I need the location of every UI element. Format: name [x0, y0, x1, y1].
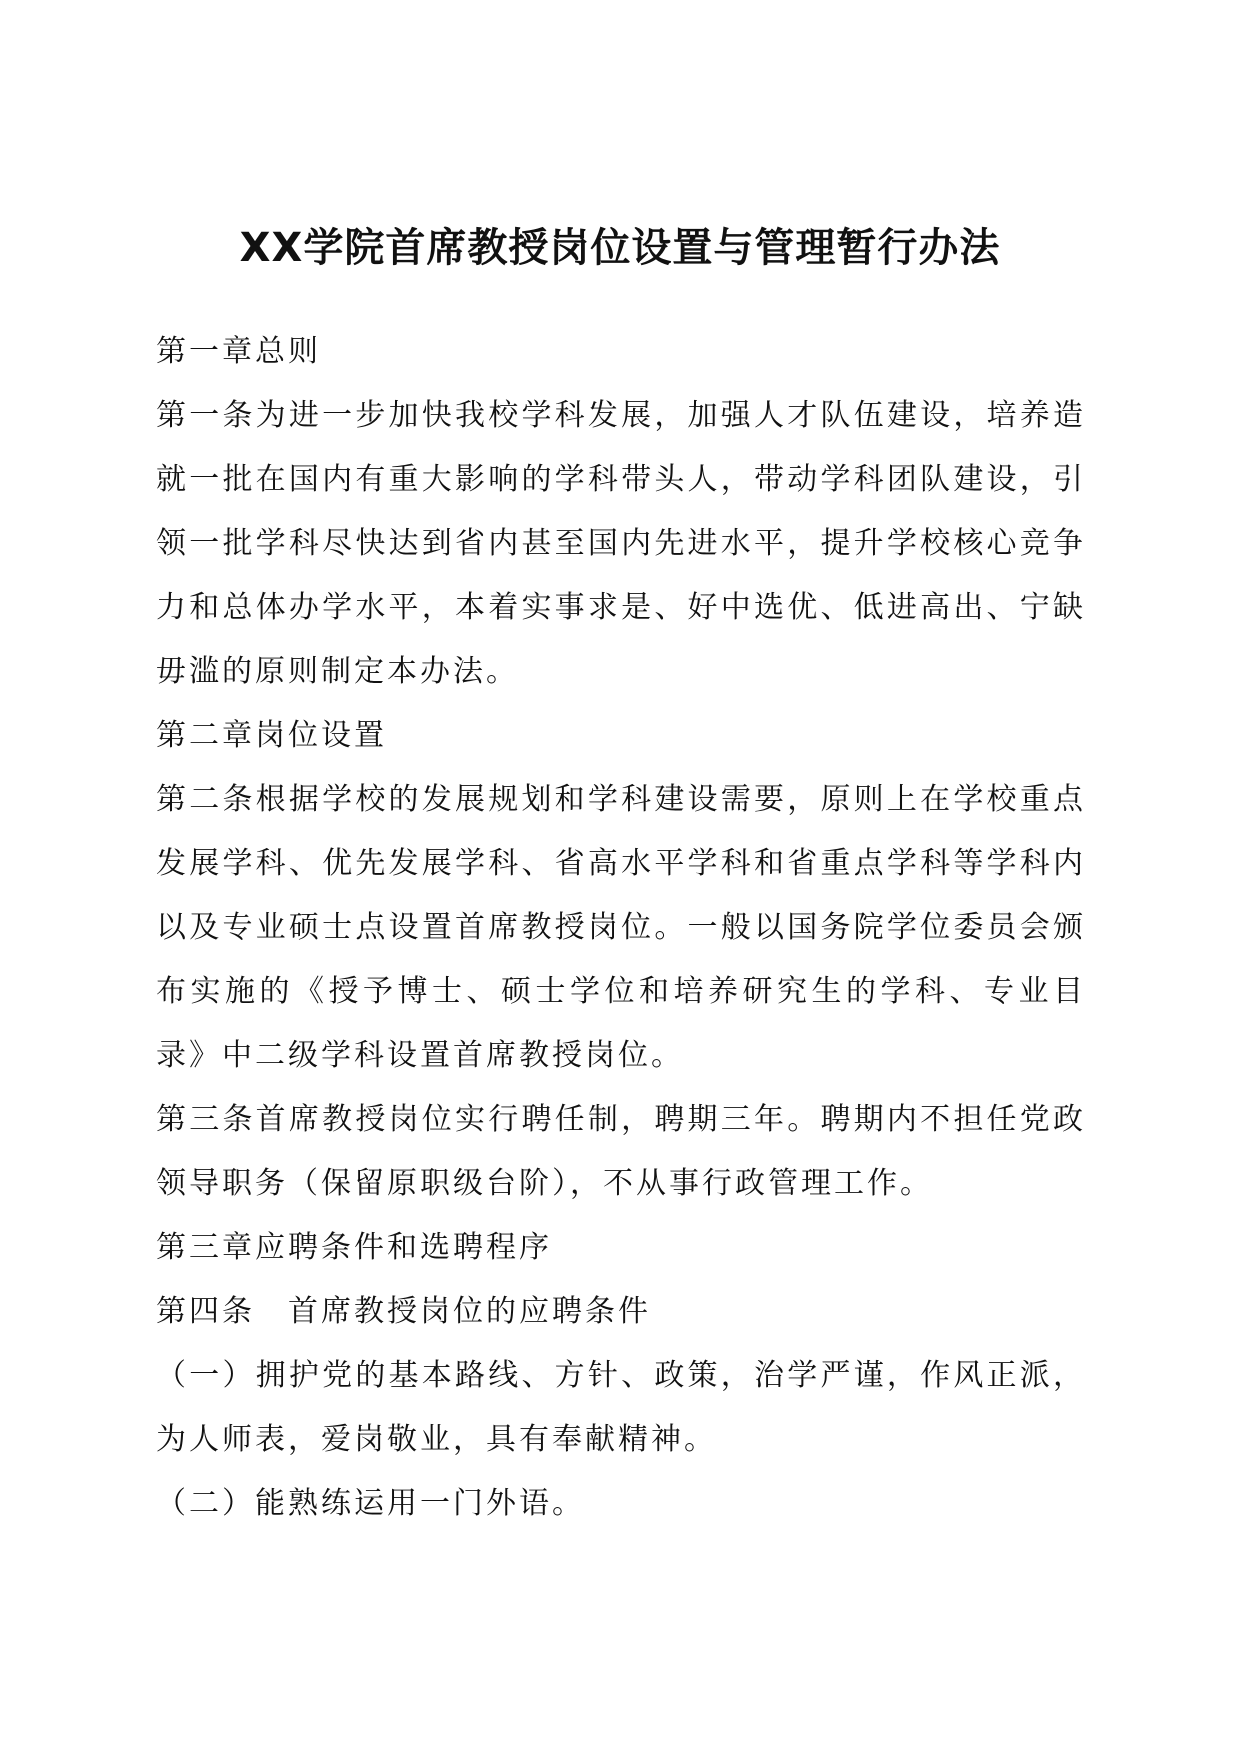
document-title: XX学院首席教授岗位设置与管理暂行办法 [239, 225, 1001, 271]
article-4: 第四条 首席教授岗位的应聘条件 [156, 1294, 651, 1329]
chapter-3-heading: 第三章应聘条件和选聘程序 [156, 1230, 552, 1265]
article-3: 第三条首席教授岗位实行聘任制，聘期三年。聘期内不担任党政领导职务（保留原职级台阶），不从事行政管理工作。 [156, 1102, 1086, 1201]
article-4-item-1: （一）拥护党的基本路线、方针、政策，治学严谨，作风正派，为人师表，爱岗敬业，具有奉献精神。 [156, 1358, 1086, 1457]
article-4-item-2: （二）能熟练运用一门外语。 [156, 1486, 585, 1521]
chapter-2-heading: 第二章岗位设置 [156, 718, 387, 753]
document-body [156, 320, 1086, 1536]
article-1: 第一条为进一步加快我校学科发展，加强人才队伍建设，培养造就一批在国内有重大影响的学科带头人，带动学科团队建设，引领一批学科尽快达到省内甚至国内先进水平，提升学校核心竞争力和总体办学水平，本着实事求是、好中选优、低进高出、宁缺毋滥的原则制定本办法。 [156, 398, 1086, 689]
chapter-1-heading: 第一章总则 [156, 334, 321, 369]
article-2: 第二条根据学校的发展规划和学科建设需要，原则上在学校重点发展学科、优先发展学科、省高水平学科和省重点学科等学科内以及专业硕士点设置首席教授岗位。一般以国务院学位委员会颁布实施的《授予博士、硕士学位和培养研究生的学科、专业目录》中二级学科设置首席教授岗位。 [156, 782, 1086, 1073]
